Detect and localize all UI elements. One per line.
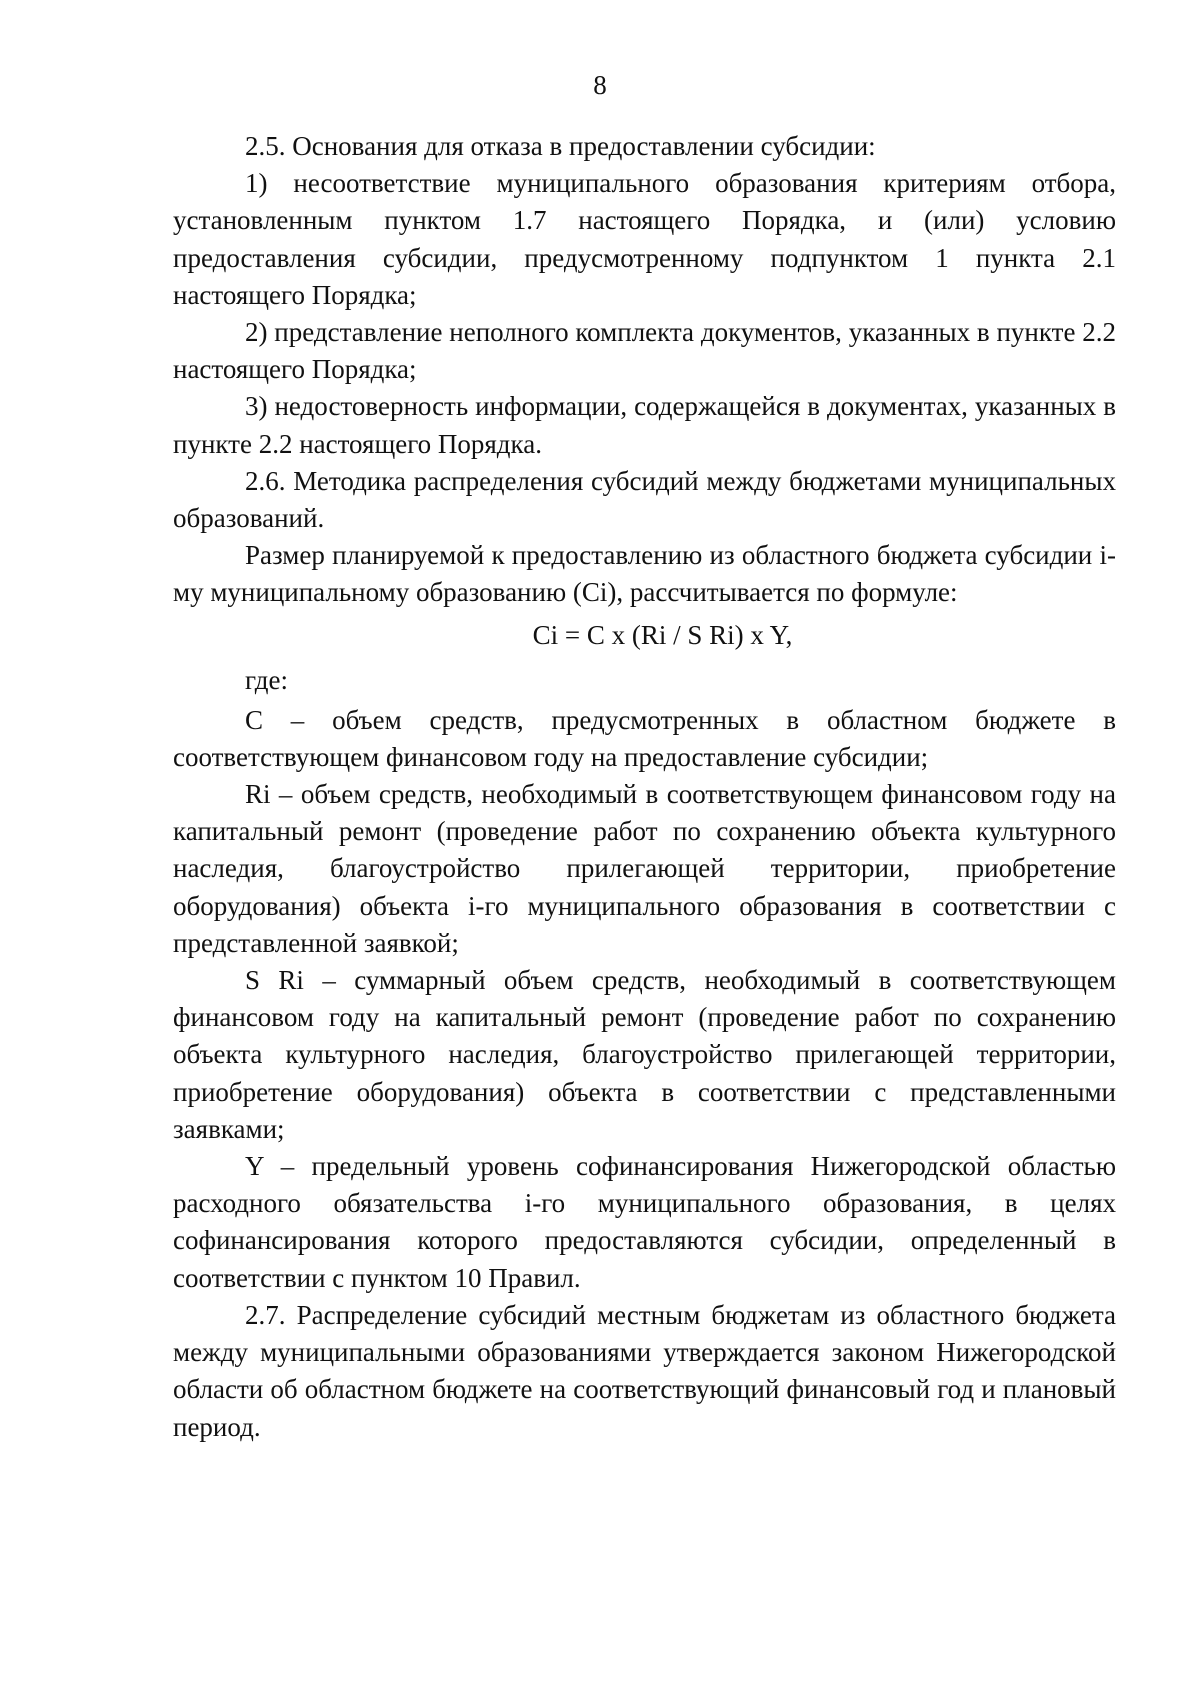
definition-s-ri: S Ri – суммарный объем средств, необходимый в соответствующем финансовом году на капитальный ремонт (проведение работ по сохранению объекта культурного наследия, благоустройство прилегающей территории, приобретение оборудования) объекта в соответствии с представленными заявками; — [173, 965, 1116, 1144]
list-item-3: 3) недостоверность информации, содержащейся в документах, указанных в пункте 2.2 настоящего Порядка. — [173, 391, 1116, 459]
paragraph-2-6: 2.6. Методика распределения субсидий между бюджетами муниципальных образований. — [173, 465, 1116, 534]
definition-c: C – объем средств, предусмотренных в областном бюджете в соответствующем финансовом году на предоставление субсидии; — [173, 704, 1116, 772]
definition-y: Y – предельный уровень софинансирования Нижегородской областью расходного обязательства i-го муниципального образования, в целях софинансирования которого предоставляются субсидии, определенный в соответствии с пунктом 10 Правил. — [173, 1151, 1116, 1293]
paragraph-2-7: 2.7. Распределение субсидий местным бюджетам из областного бюджета между муниципальными образованиями утверждается законом Нижегородской области об областном бюджете на соответствующий финансовый год и плановый период. — [173, 1299, 1116, 1442]
list-item-2: 2) представление неполного комплекта документов, указанных в пункте 2.2 настоящего Порядка; — [173, 317, 1116, 385]
where-label: где: — [245, 664, 288, 695]
list-item-1: 1) несоответствие муниципального образования критериям отбора, установленным пунктом 1.7 настоящего Порядка, и (или) условию предоставления субсидии, предусмотренному подпунктом 1 пункта 2.1 настоящего Порядка; — [173, 168, 1116, 310]
formula: Ci = C x (Ri / S Ri) x Y, — [532, 619, 793, 650]
paragraph-2-5: 2.5. Основания для отказа в предоставлении субсидии: — [245, 131, 876, 161]
document-body — [173, 128, 1116, 1446]
subsidy-size-intro: Размер планируемой к предоставлению из областного бюджета субсидии i-му муниципальному образованию (Ci), рассчитывается по формуле: — [173, 540, 1116, 608]
page-number: 8 — [593, 70, 607, 100]
definition-ri: Ri – объем средств, необходимый в соответствующем финансовом году на капитальный ремонт (проведение работ по сохранению объекта культурного наследия, благоустройство прилегающей территории, приобретение оборудования) объекта i-го муниципального образования в соответствии с представленной заявкой; — [173, 779, 1116, 958]
